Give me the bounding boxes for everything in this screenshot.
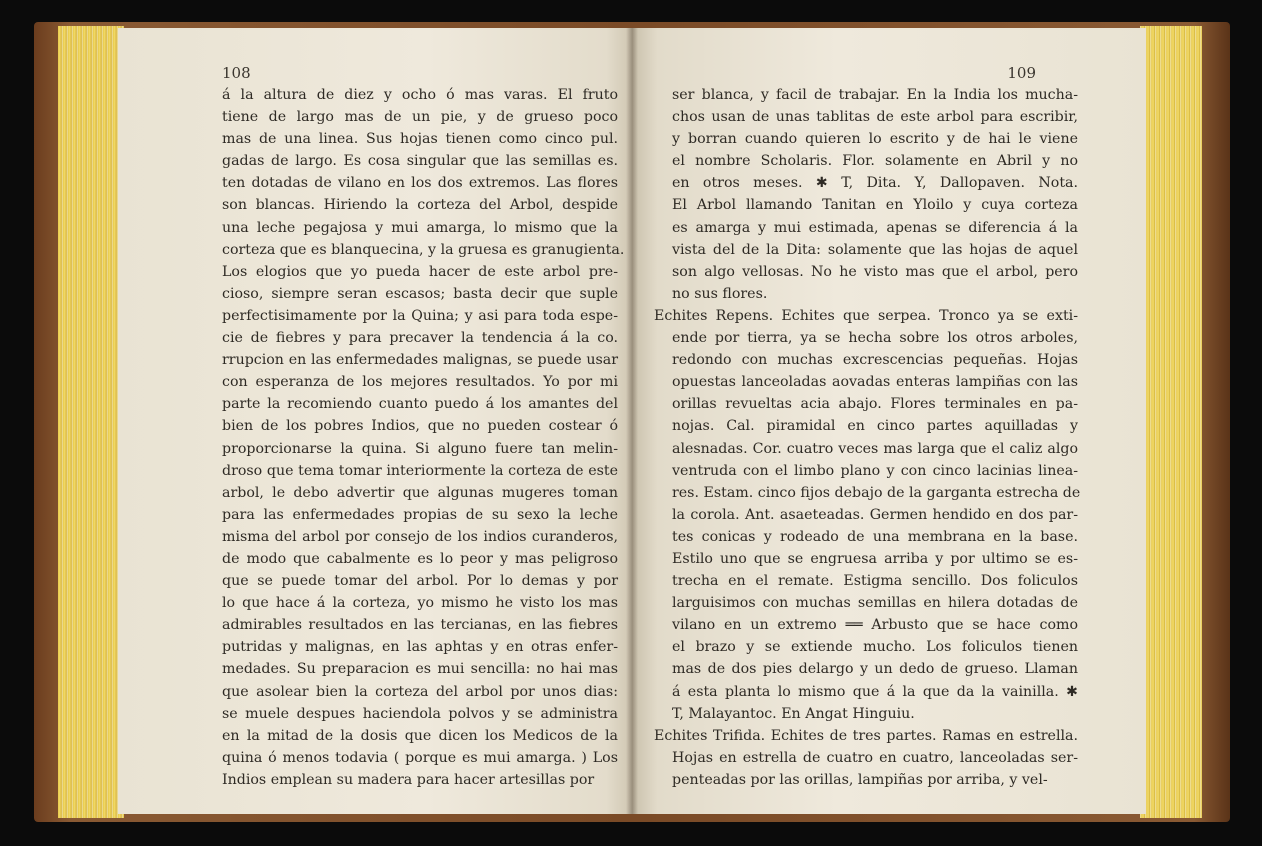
text-line: Echites Trifida. Echites de tres partes. Ramas en estrella. [654, 727, 1078, 744]
text-line: admirables resultados en las tercianas, en las fiebres [222, 617, 618, 634]
text-line: son algo vellosas. No he visto mas que el arbol, pero [672, 263, 1078, 280]
text-line: ten dotadas de vilano en los dos extremos. Las flores [222, 175, 618, 192]
text-line: á esta planta lo mismo que á la que da la vainilla. ✱ [672, 683, 1078, 700]
text-line: con esperanza de los mejores resultados. Yo por mi [222, 374, 618, 391]
text-line: corteza que es blanquecina, y la gruesa es granugienta. [222, 241, 625, 258]
text-line: ende por tierra, ya se hecha sobre los otros arboles, [672, 330, 1078, 347]
text-line: arbol, le debo advertir que algunas mugeres toman [222, 484, 618, 501]
page-number: 109 [1007, 64, 1036, 82]
text-line: en la mitad de la dosis que dicen los Medicos de la [222, 727, 618, 744]
page-number: 108 [222, 64, 251, 82]
text-line: lo que hace á la corteza, yo mismo he visto los mas [222, 595, 618, 612]
text-line: de modo que cabalmente es lo peor y mas peligroso [222, 550, 618, 567]
text-line: Estilo uno que se engruesa arriba y por ultimo se es- [672, 550, 1078, 567]
text-line: larguisimos con muchas semillas en hilera dotadas de [672, 595, 1078, 612]
text-line: parte la recomiendo cuanto puedo á los amantes del [222, 396, 618, 413]
text-line: á la altura de diez y ocho ó mas varas. El fruto [222, 87, 618, 103]
text-line: ser blanca, y facil de trabajar. En la India los mucha- [672, 87, 1078, 103]
text-line: gadas de largo. Es cosa singular que las semillas es. [222, 153, 618, 170]
text-line: el brazo y se extiende mucho. Los foliculos tienen [672, 639, 1078, 656]
text-line: vista del de la Dita: solamente que las hojas de aquel [672, 241, 1078, 258]
text-line: son blancas. Hiriendo la corteza del Arbol, despide [222, 197, 618, 214]
text-line: que asolear bien la corteza del arbol por unos dias: [222, 683, 618, 700]
text-line: bien de los pobres Indios, que no pueden costear ó [222, 418, 618, 435]
text-line: nojas. Cal. piramidal en cinco partes aquilladas y [672, 418, 1078, 435]
text-line: Los elogios que yo pueda hacer de este arbol pre- [222, 263, 618, 280]
text-line: tiene de largo mas de un pie, y de grueso poco [222, 109, 618, 126]
text-line: Hojas en estrella de cuatro en cuatro, lanceoladas ser- [672, 749, 1078, 766]
text-line: redondo con muchas excrescencias pequeñas. Hojas [672, 352, 1078, 369]
right-page [632, 28, 1146, 814]
text-line: T, Malayantoc. En Angat Hinguiu. [672, 705, 915, 722]
text-line: ventruda con el limbo plano y con cinco lacinias linea- [672, 462, 1078, 479]
text-line: la corola. Ant. asaeteadas. Germen hendido en dos par- [672, 506, 1078, 523]
text-line: una leche pegajosa y mui amarga, lo mismo que la [222, 219, 618, 236]
text-line: orillas revueltas acia abajo. Flores terminales en pa- [672, 396, 1078, 413]
text-line: penteadas por las orillas, lampiñas por arriba, y vel- [672, 771, 1048, 788]
page-text [222, 84, 625, 791]
page-text [654, 84, 1081, 791]
text-line: para las enfermedades propias de su sexo la leche [222, 506, 618, 523]
text-line: opuestas lanceoladas aovadas enteras lampiñas con las [672, 374, 1078, 391]
text-line: no sus flores. [672, 285, 768, 302]
text-line: perfectisimamente por la Quina; y asi para toda espe- [222, 307, 618, 324]
text-line: res. Estam. cinco fijos debajo de la garganta estrecha de [672, 484, 1081, 501]
text-line: mas de dos pies delargo y un dedo de grueso. Llaman [672, 661, 1078, 678]
text-line: vilano en un extremo ══ Arbusto que se hace como [672, 617, 1078, 634]
text-line: mas de una linea. Sus hojas tienen como cinco pul. [222, 131, 618, 148]
text-line: proporcionarse la quina. Si alguno fuere tan melin- [222, 440, 618, 457]
text-line: putridas y malignas, en las aphtas y en otras enfer- [222, 639, 618, 656]
text-line: misma del arbol por consejo de los indios curanderos, [222, 528, 618, 545]
page-edges-left [58, 26, 124, 818]
text-line: que se puede tomar del arbol. Por lo demas y por [222, 573, 618, 590]
text-line: Indios emplean su madera para hacer artesillas por [222, 771, 595, 788]
text-line: es amarga y mui estimada, apenas se diferencia á la [672, 219, 1078, 236]
text-line: y borran cuando quieren lo escrito y de hai le viene [672, 131, 1078, 148]
left-page [118, 28, 632, 814]
book-gutter [626, 28, 638, 814]
text-line: cie de fiebres y para precaver la tendencia á la co. [222, 330, 618, 347]
page-edges-right [1140, 26, 1202, 818]
text-line: chos usan de unas tablitas de este arbol para escribir, [672, 109, 1078, 126]
text-line: el nombre Scholaris. Flor. solamente en Abril y no [672, 153, 1078, 170]
text-line: quina ó menos todavia ( porque es mui amarga. ) Los [222, 749, 618, 766]
text-line: trecha en el remate. Estigma sencillo. Dos foliculos [672, 573, 1078, 590]
text-line: medades. Su preparacion es mui sencilla: no hai mas [222, 661, 618, 678]
text-line: rrupcion en las enfermedades malignas, se puede usar [222, 352, 618, 369]
text-line: en otros meses. ✱ T, Dita. Y, Dallopaven. Nota. [672, 175, 1078, 192]
text-line: droso que tema tomar interiormente la corteza de este [222, 462, 618, 479]
text-line: cioso, siempre seran escasos; basta decir que suple [222, 285, 618, 302]
text-line: Echites Repens. Echites que serpea. Tronco ya se exti- [654, 307, 1078, 324]
text-line: El Arbol llamando Tanitan en Yloilo y cuya corteza [672, 197, 1078, 214]
text-line: se muele despues haciendola polvos y se administra [222, 705, 618, 722]
text-line: alesnadas. Cor. cuatro veces mas larga que el caliz algo [672, 440, 1078, 457]
text-line: tes conicas y rodeado de una membrana en la base. [672, 528, 1078, 545]
